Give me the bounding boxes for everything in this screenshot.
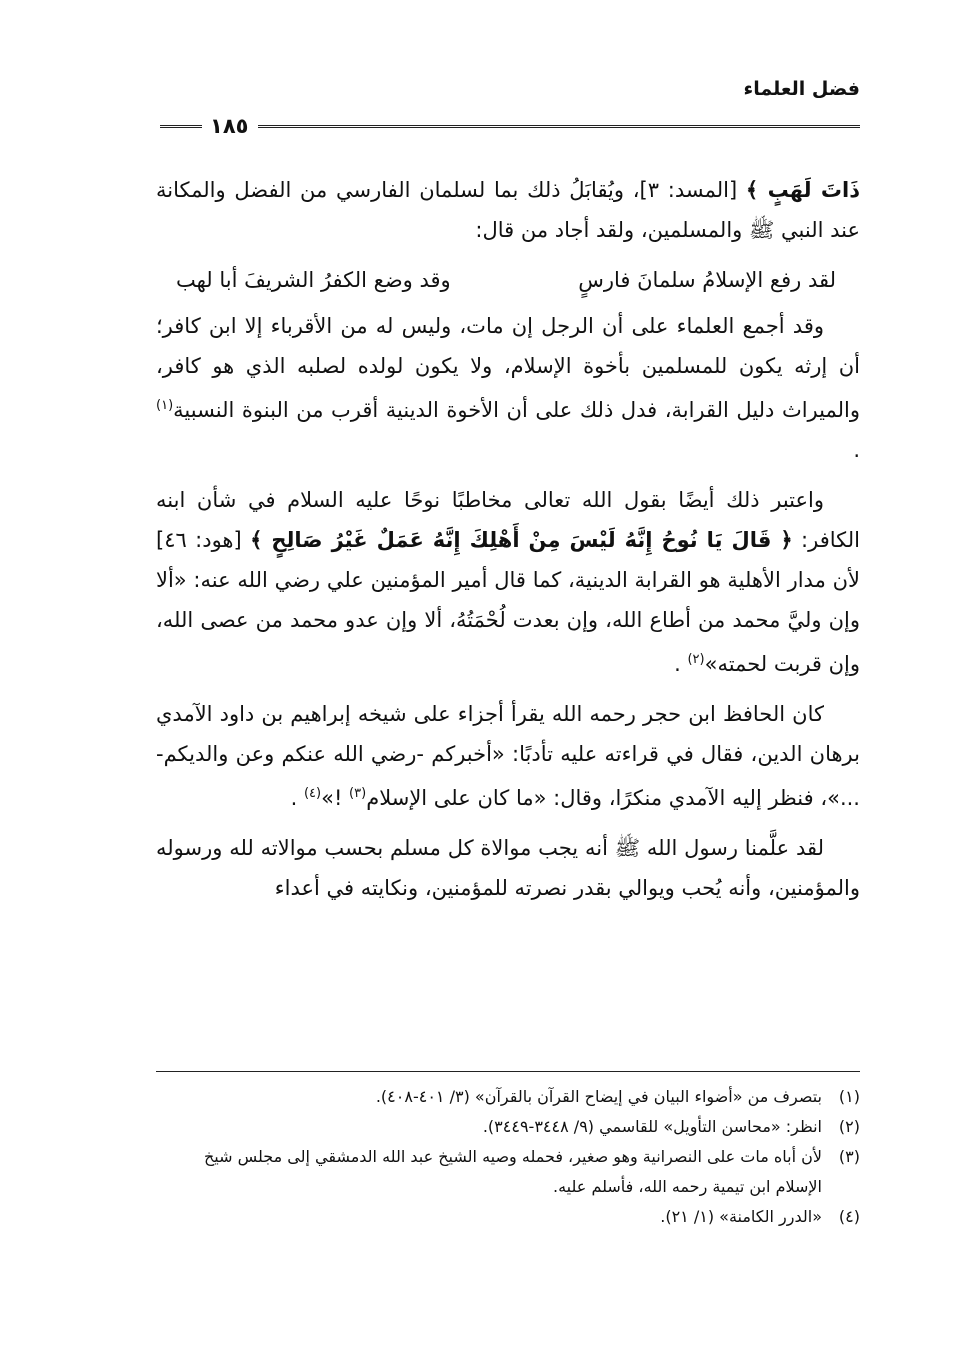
paragraph-3 [156,480,860,684]
main-text [156,170,860,918]
footnote-text: «الدرر الكامنة» (١/ ٢١). [660,1207,822,1226]
footnote-number: (١) [838,1087,860,1106]
footnote-ref[interactable]: (٤) [303,786,322,801]
paragraph-text: وقد أجمع العلماء على أن الرجل إن مات، وليس له من الأقرباء إلا ابن كافر؛ أن إرثه يكون للمسلمين بأخوة الإسلام، ولا يكون لولده لصلبه الذي هو كافر، والميراث دليل القرابة، فدل ذلك على أن الأخوة الدينية أقرب من البنوة النسبية [156,314,860,422]
header-rule [160,114,860,138]
paragraph-text: لقد علَّمنا رسول الله ﷺ أنه يجب موالاة كل مسلم بحسب موالاته لله ورسوله والمؤمنين، وأنه يُحب ويوالي بقدر نصرته للمؤمنين، ونكايته في أعداء [156,836,860,900]
footnote-number: (٢) [838,1117,860,1136]
footnote-text: انظر: «محاسن التأويل» للقاسمي (٩/ ٣٤٤٨-٣٤٤٩). [482,1117,822,1136]
punctuation: !» [321,786,350,810]
paragraph-1 [156,170,860,250]
paragraph-2 [156,306,860,470]
paragraph-5 [156,828,860,908]
poem-verse [156,260,860,300]
paragraph-4 [156,694,860,818]
paragraph-text: واعتبر ذلك أيضًا بقول الله تعالى مخاطبًا نوحًا عليه السلام في شأن ابنه الكافر: [156,488,860,552]
header-rule-long [258,125,860,128]
footnote-text: لأن أباه مات على النصرانية وهو صغير، فحمله وصيه الشيخ عبد الله الدمشقي إلى مجلس شيخ الإسلام ابن تيمية رحمه الله، فأسلم عليه. [203,1147,822,1196]
verse-second-hemistich: وقد وضع الكفرُ الشريفَ أبا لهب [176,268,451,292]
running-title: فضل العلماء [743,78,860,100]
footnote [156,1202,860,1232]
footnote-number: (٤) [838,1207,860,1226]
footnote-ref[interactable]: (٣) [349,786,367,801]
header-rule-short [160,125,202,128]
footnote-separator [156,1071,860,1072]
footnote-ref[interactable]: (١) [156,398,174,413]
footnote-ref[interactable]: (٢) [687,652,705,667]
footnote [156,1112,860,1142]
punctuation: . [853,438,860,462]
footnote [156,1142,860,1202]
quran-quote: ﴿ قَالَ يَا نُوحُ إِنَّهُ لَيْسَ مِنْ أَهْلِكَ إِنَّهُ عَمَلٌ غَيْرُ صَالِحٍ ﴾ [250,528,793,552]
paragraph-text: [المسد: ٣]، ويُقابَلُ ذلك بما لسلمان الفارسي من الفضل والمكانة عند النبي ﷺ والمسلمين، ولقد أجاد من قال: [156,178,860,242]
paragraph-text: كان الحافظ ابن حجر رحمه الله يقرأ أجزاء على شيخه إبراهيم بن داود الآمدي برهان الدين، فقال في قراءته عليه تأدبًا: «أخبركم -رضي الله عنكم وعن والديكم- ...»، فنظر إليه الآمدي منكرًا، وقال: «ما كان على الإسلام [156,702,860,810]
quran-quote: ذَاتَ لَهَبٍ ﴾ [745,178,860,202]
page-number: ١٨٥ [210,114,249,138]
footnotes [156,1082,860,1232]
punctuation: . [674,652,688,676]
punctuation: . [290,786,304,810]
verse-first-hemistich: لقد رفع الإسلامُ سلمانَ فارسٍ [578,268,836,292]
footnote-number: (٣) [838,1147,860,1166]
footnote-text: بتصرف من «أضواء البيان في إيضاح القرآن بالقرآن» (٣/ ٤٠١-٤٠٨). [375,1087,822,1106]
paragraph-text: [هود: ٤٦] لأن مدار الأهلية هو القرابة الدينية، كما قال أمير المؤمنين علي رضي الله عنه: «ألا وإن وليَّ محمد من أطاع الله، وإن بعدت لُحْمَتُهُ، ألا وإن عدو محمد من عصى الله، وإن قربت لحمته» [156,528,860,676]
footnote [156,1082,860,1112]
